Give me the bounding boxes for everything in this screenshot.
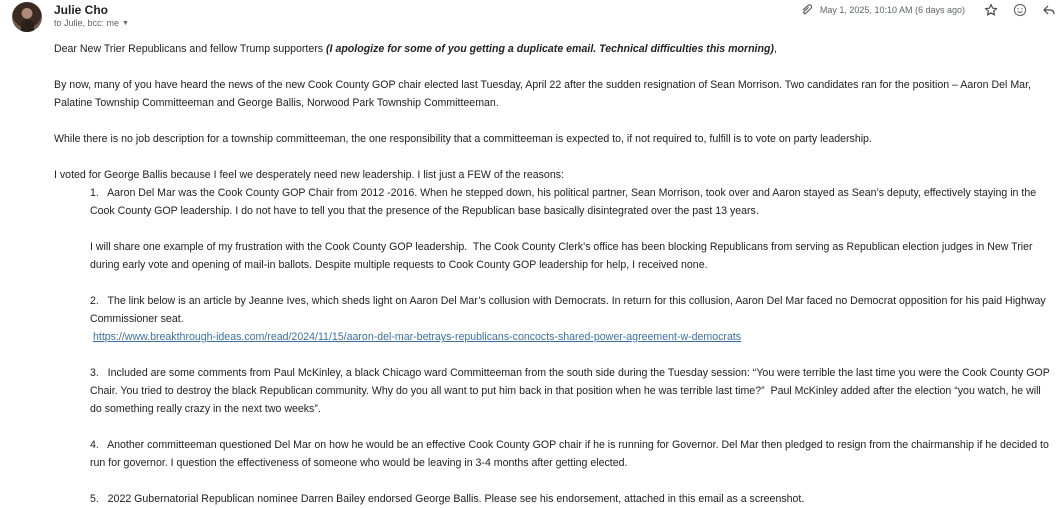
greeting: Dear New Trier Republicans and fellow Trump supporters xyxy=(54,43,327,55)
reason-4: 4. Another committeeman questioned Del Mar on how he would be an effective Cook County GOP chair if he is running for Governor. Del Mar then pledged to resign from the chairmanship if he decided to run for governor. I question the effectiveness of someone who would be leaving in 3-4 months after getting elected. xyxy=(90,439,1049,469)
recipients-text: to Julie, bcc: me xyxy=(54,18,120,28)
reason-1: 1. Aaron Del Mar was the Cook County GOP Chair from 2012 -2016. When he stepped down, his political partner, Sean Morrison, took over and Aaron stayed as Sean’s deputy, effectively staying in the Cook County GOP leadership. I do not have to tell you that the presence of the Republican base basically disintegrated over the past 13 years. xyxy=(90,187,1037,217)
reason-1-example: I will share one example of my frustration with the Cook County GOP leadership. The Cook County Clerk’s office has been blocking Republicans from serving as Republican election judges in New Trier during early vote and opening of mail-in ballots. Despite multiple requests to Cook County GOP leadership for help, I received none. xyxy=(90,241,1033,271)
star-icon[interactable] xyxy=(983,3,998,18)
reason-5: 5. 2022 Gubernatorial Republican nominee Darren Bailey endorsed George Ballis. Please see his endorsement, attached in this email as a screenshot. xyxy=(90,493,805,505)
reason-3: 3. Included are some comments from Paul McKinley, a black Chicago ward Committeeman from the south side during the Tuesday session: “You were terrible the last time you were the Cook County GOP Chair. You tried to destroy the black Republican community. Why do you all want to put him back in that position when he was terrible last time?” Paul McKinley added after the election “you watch, he will do something really crazy in the next two weeks”. xyxy=(90,367,1050,415)
article-link[interactable]: https://www.breakthrough-ideas.com/read/2024/11/15/aaron-del-mar-betrays-republicans-concocts-shared-power-agreement-w-democrats xyxy=(93,331,742,343)
recipients-toggle[interactable] xyxy=(54,18,129,28)
reply-icon[interactable] xyxy=(1041,3,1056,18)
greeting-end: , xyxy=(773,43,777,55)
email-body xyxy=(54,40,1054,508)
greeting-line xyxy=(54,40,1054,58)
paperclip-icon xyxy=(800,3,814,17)
paragraph-news: By now, many of you have heard the news of the new Cook County GOP chair elected last Tuesday, April 22 after the sudden resignation of Sean Morrison. Two candidates ran for the position – Aaron Del Mar, Palatine Township Committeeman and George Ballis, Norwood Park Township Committeeman. xyxy=(54,79,1031,109)
paragraph-reasons: I voted for George Ballis because I feel we desperately need new leadership. I list just a FEW of the reasons: xyxy=(54,169,564,181)
paragraph-responsibility: While there is no job description for a township committeeman, the one responsibility that a committeeman is expected to, if not required to, fulfill is to vote on party leadership. xyxy=(54,133,872,145)
chevron-down-icon[interactable]: ▼ xyxy=(122,19,129,27)
message-date: May 1, 2025, 10:10 AM (6 days ago) xyxy=(819,5,965,15)
reason-2: 2. The link below is an article by Jeanne Ives, which sheds light on Aaron Del Mar’s collusion with Democrats. In return for this collusion, Aaron Del Mar faced no Democrat opposition for his paid Highway Commissioner seat. xyxy=(90,295,1046,325)
sender-name: Julie Cho xyxy=(54,3,109,17)
emoji-icon[interactable] xyxy=(1012,3,1027,18)
sender-avatar[interactable] xyxy=(12,2,42,32)
apology-note: (I apologize for some of you getting a duplicate email. Technical difficulties this morning) xyxy=(326,43,774,55)
message-meta xyxy=(800,2,1060,18)
